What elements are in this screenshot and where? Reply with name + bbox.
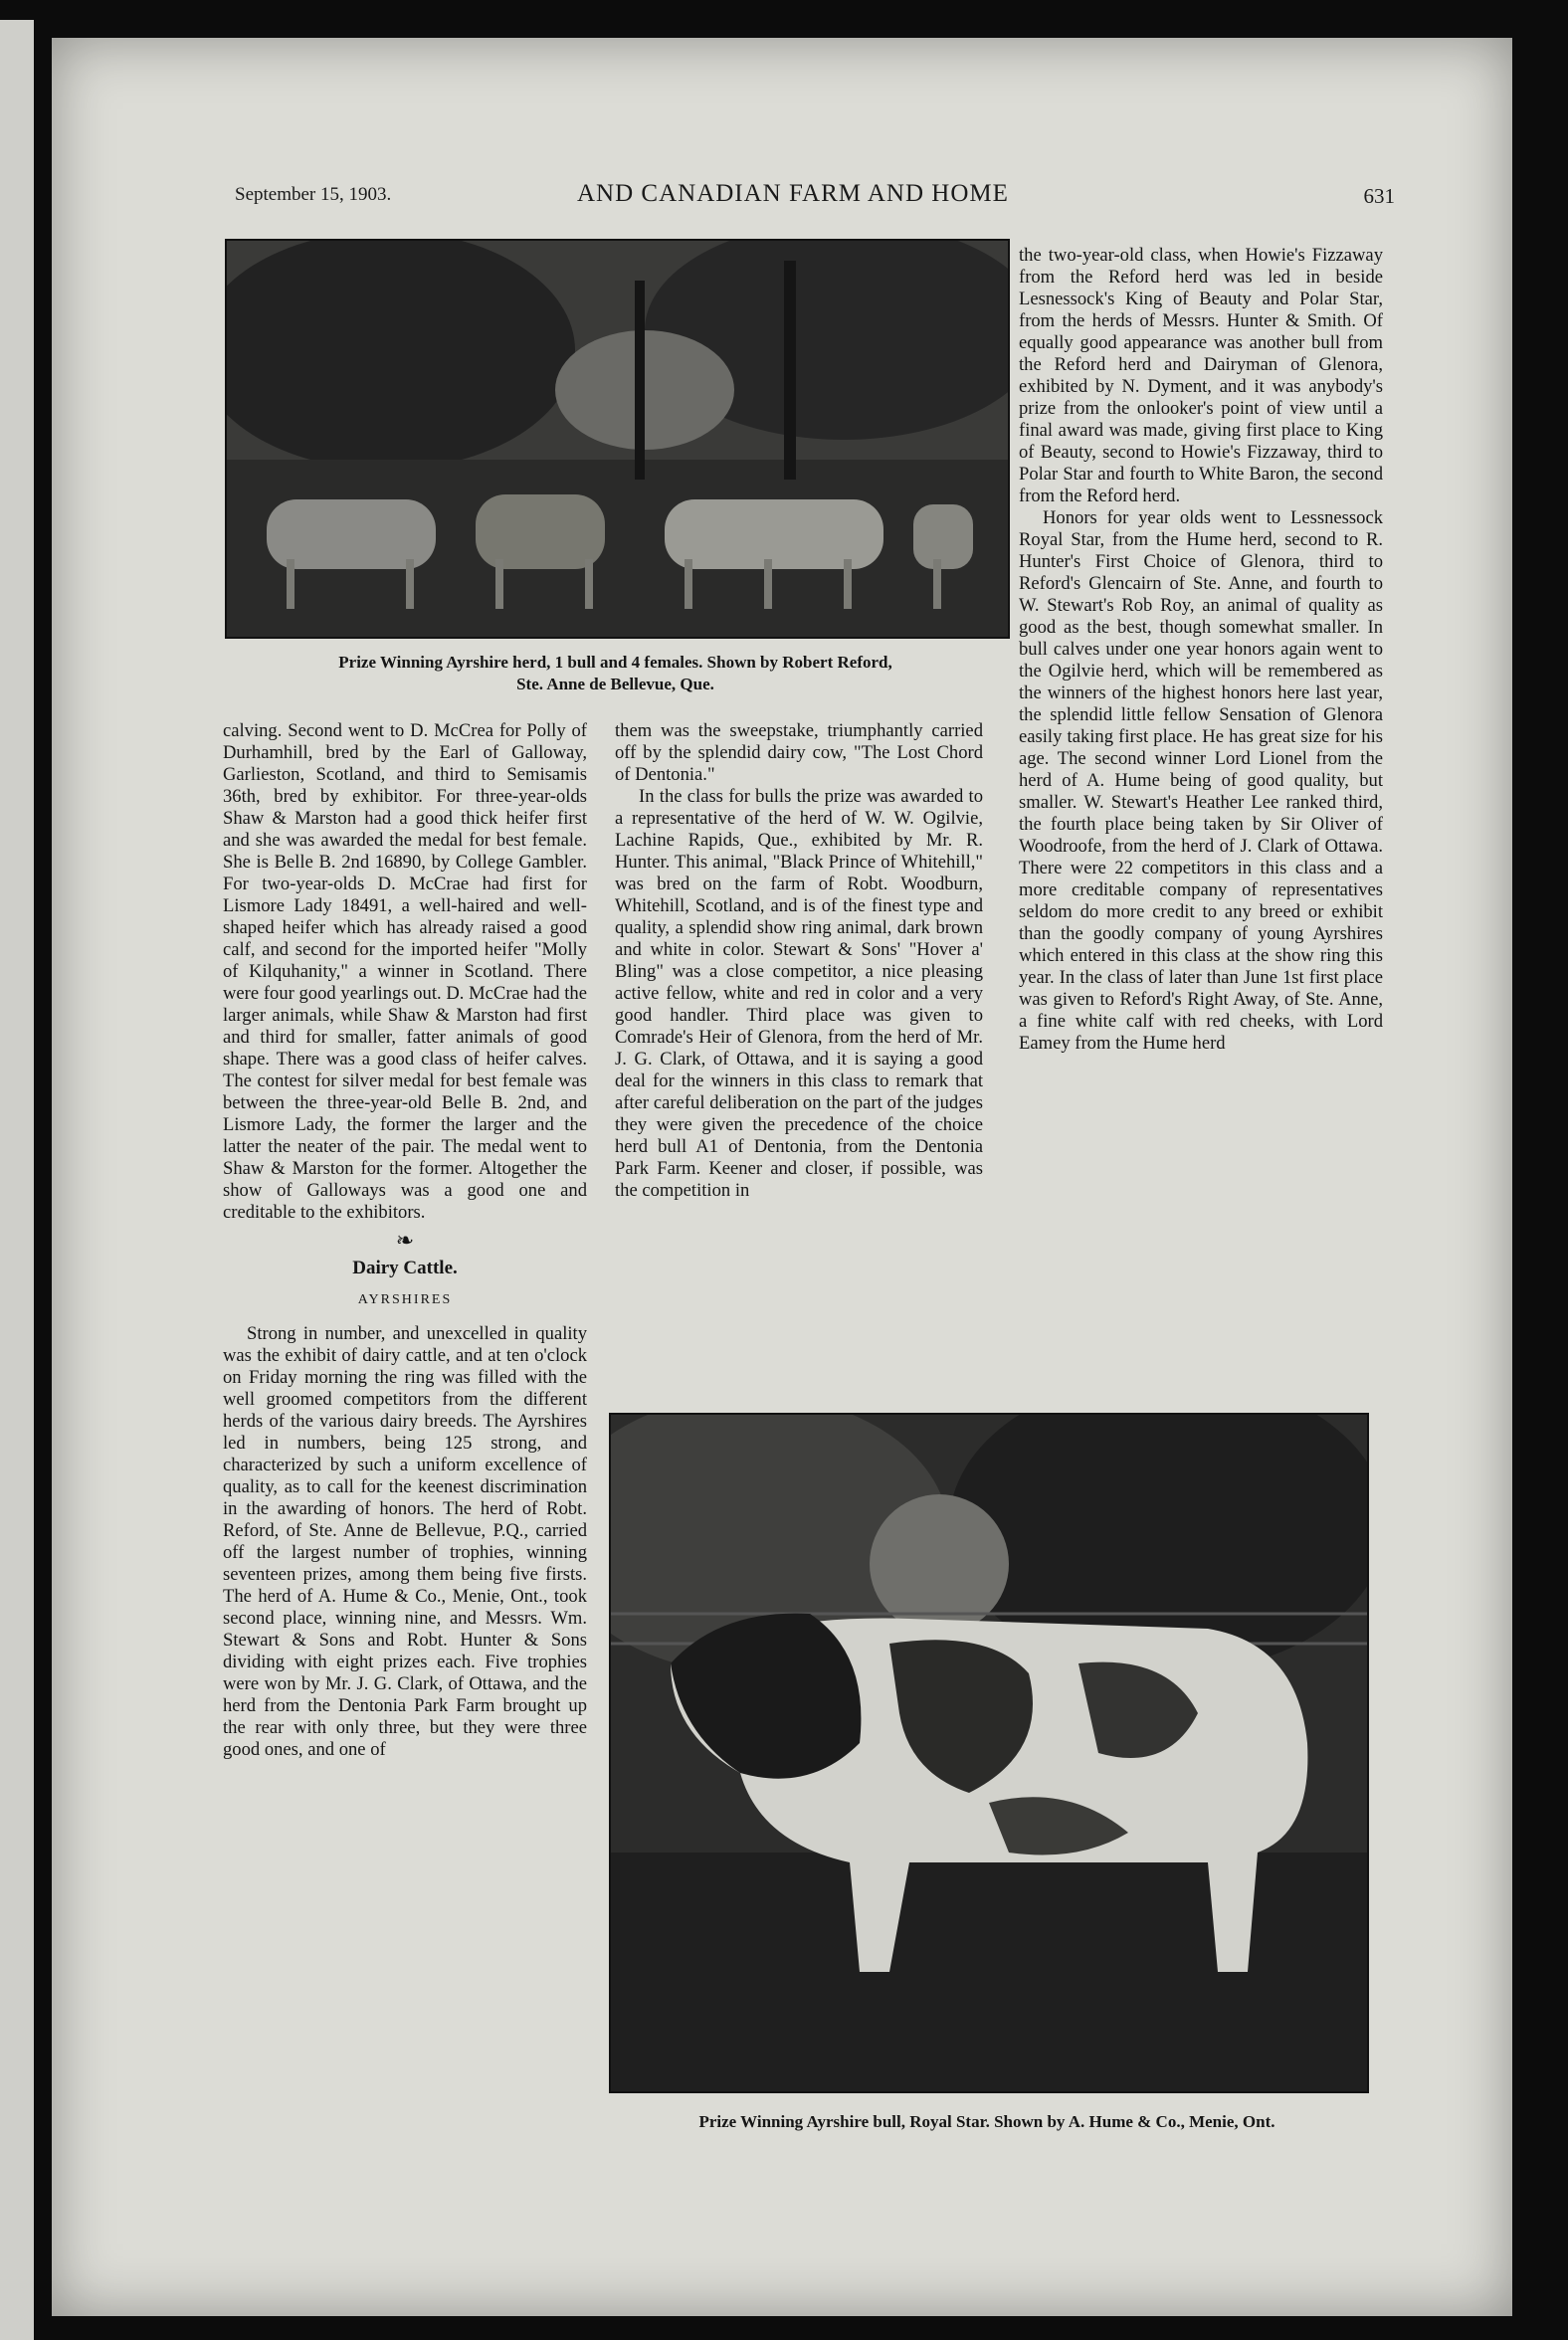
herd-caption-line-2: Ste. Anne de Bellevue, Que. — [516, 675, 714, 693]
bull-photo — [609, 1413, 1369, 2093]
herd-photo-image — [227, 241, 1008, 637]
left-paragraph-1: calving. Second went to D. McCrea for Polly of Durhamhill, bred by the Earl of Galloway, Garlieston, Scotland, and third to Semisamis 36th, bred by exhibitor. For three-year-olds Shaw & Marston had a good thick heifer first and she was awarded the medal for best female. She is Belle B. 2nd 16890, by College Gambler. For two-year-olds D. McCrae had first for Lismore Lady 18491, a well-haired and well-shaped heifer which has already raised a good calf, and second for the imported heifer "Molly of Kilquhanity," a winner in Scotland. There were four good yearlings out. D. McCrae had the larger animals, while Shaw & Marston had first and third for smaller, fatter animals of good shape. There was a good class of heifer calves. The contest for silver medal for best female was between the three-year-old Belle B. 2nd, and Lismore Lady, the former the larger and the latter the neater of the pair. The medal went to Shaw & Marston for the former. Altogether the show of Galloways was a good one and creditable to the exhibitors. — [223, 720, 587, 1223]
ornament-icon: ❧ — [395, 1228, 415, 1253]
page-number: 631 — [1363, 184, 1395, 208]
herd-photo — [225, 239, 1010, 639]
bull-photo-image — [611, 1415, 1367, 2091]
herd-caption-line-1: Prize Winning Ayrshire herd, 1 bull and 4 females. Shown by Robert Reford, — [338, 653, 892, 672]
middle-paragraph-1: them was the sweepstake, triumphantly carried off by the splendid dairy cow, "The Lost Chord of Dentonia." — [615, 720, 983, 785]
section-heading: Dairy Cattle. — [352, 1258, 458, 1278]
left-paragraph-2: Strong in number, and unexcelled in quality was the exhibit of dairy cattle, and at ten o'clock on Friday morning the ring was filled with the well groomed competitors from the different herds of the various dairy breeds. The Ayrshires led in numbers, being 125 strong, and characterized by such a uniform excellence of quality, as to call for the keenest discrimination in the awarding of honors. The herd of Robt. Reford, of Ste. Anne de Bellevue, P.Q., carried off the largest number of trophies, winning seventeen prizes, among them being five firsts. The herd of A. Hume & Co., Menie, Ont., took second place, winning nine, and Messrs. Wm. Stewart & Sons and Robt. Hunter & Sons dividing with eight prizes each. Five trophies were won by Mr. J. G. Clark, of Ottawa, and the herd from the Dentonia Park Farm brought up the rear with only three, but they were three good ones, and one of — [223, 1323, 587, 1760]
header-date: September 15, 1903. — [235, 184, 392, 205]
page-header — [231, 180, 1395, 224]
header-title: AND CANADIAN FARM AND HOME — [577, 180, 1009, 207]
scan-left-edge — [0, 20, 34, 2340]
section-subheading: AYRSHIRES — [357, 1292, 453, 1307]
bull-photo-caption: Prize Winning Ayrshire bull, Royal Star. Shown by A. Hume & Co., Menie, Ont. — [698, 2112, 1275, 2131]
middle-paragraph-2: In the class for bulls the prize was awarded to a representative of the herd of W. W. Ogilvie, Lachine Rapids, Que., exhibited by Mr. R. Hunter. This animal, "Black Prince of Whitehill," was bred on the farm of Robt. Woodburn, Whitehill, Scotland, and is of the finest type and quality, a splendid show ring animal, dark brown and white in color. Stewart & Sons' "Hover a' Bling" was a close competitor, a nice pleasing active fellow, white and red in color and a very good handler. Third place was given to Comrade's Heir of Glenora, from the herd of Mr. J. G. Clark, of Ottawa, and it is saying a good deal for the winners in this class to remark that after careful deliberation on the part of the judges they were given the precedence of the choice herd bull A1 of Dentonia, from the Dentonia Park Farm. Keener and closer, if possible, was the competition in — [615, 786, 983, 1201]
middle-column — [615, 720, 983, 1202]
left-column — [223, 720, 587, 1761]
herd-photo-caption — [225, 652, 1006, 695]
right-column — [1019, 245, 1383, 1055]
right-paragraph-2: Honors for year olds went to Lessnessock Royal Star, from the Hume herd, second to R. Hunter's First Choice of Glenora, third to Reford's Glencairn of Ste. Anne, and fourth to W. Stewart's Rob Roy, an animal of quality as good as the best, though somewhat smaller. In bull calves under one year honors again went to the Ogilvie herd, which will be remembered as the winners of the highest honors here last year, the splendid little fellow Sensation of Glenora easily taking first place. He has great size for his age. The second winner Lord Lionel from the herd of A. Hume being of good quality, but smaller. W. Stewart's Heather Lee ranked third, the fourth place being taken by Sir Oliver of Woodroofe, from the herd of J. Clark of Ottawa. There were 22 competitors in this class and a more creditable company of representatives seldom do more credit to any breed or exhibit than the goodly company of young Ayrshires which entered in this class at the show ring this year. In the class of later than June 1st first place was given to Reford's Right Away, of Ste. Anne, a fine white calf with red cheeks, with Lord Eamey from the Hume herd — [1019, 507, 1383, 1054]
right-paragraph-1: the two-year-old class, when Howie's Fizzaway from the Reford herd was led in beside Lesnessock's King of Beauty and Polar Star, from the herds of Messrs. Hunter & Smith. Of equally good appearance was another bull from the Reford herd and Dairyman of Glenora, exhibited by N. Dyment, and it was anybody's prize from the onlooker's point of view until a final award was made, giving first place to King of Beauty, second to Howie's Fizzaway, third to Polar Star and fourth to White Baron, the second from the Reford herd. — [1019, 245, 1383, 506]
